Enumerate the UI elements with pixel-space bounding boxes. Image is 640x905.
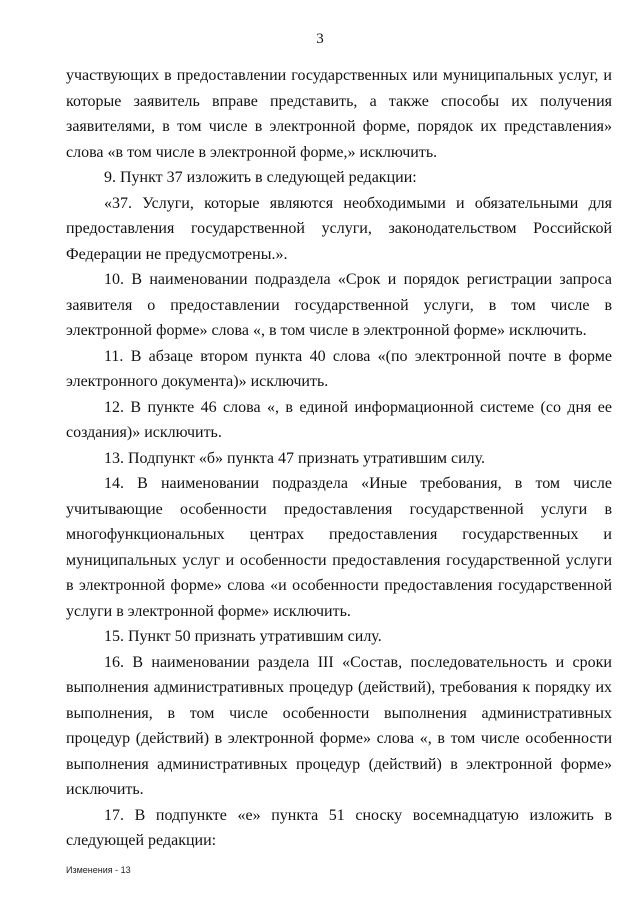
paragraph-item-10: 10. В наименовании подраздела «Срок и порядок регистрации запроса заявителя о предоставлении государственной услуги, в том числе в электронной форме» слова «, в том числе в электронной форме» исключить. [66,271,612,339]
paragraph-item-14: 14. В наименовании подраздела «Иные требования, в том числе учитывающие особенности предоставления государственной услуги в многофункциональных центрах предоставления государственных и муниципальных услуг и особенности предоставления государственной услуги в электронной форме» слова «и особенности предоставления государственной услуги в электронной форме» исключить. [66,475,612,620]
paragraph-item-13: 13. Подпункт «б» пункта 47 признать утратившим силу. [104,449,486,467]
paragraph-item-12: 12. В пункте 46 слова «, в единой информационной системе (со дня ее создания)» исключить. [66,398,612,441]
paragraph-item-37-quote: «37. Услуги, которые являются необходимыми и обязательными для предоставления государственной услуги, законодательством Российской Федерации не предусмотрены.». [66,194,612,263]
paragraph-item-15: 15. Пункт 50 признать утратившим силу. [104,628,382,645]
paragraph-item-9: 9. Пункт 37 изложить в следующей редакции: [104,169,417,186]
page-number: 3 [316,31,324,47]
page-footer: Изменения - 13 [66,865,131,875]
paragraph-continuation: участвующих в предоставлении государственных или муниципальных услуг, и которые заявитель вправе представить, а также способы их получения заявителями, в том числе в электронной форме, порядок их представления» слова «в том числе в электронной форме,» исключить. [66,67,612,161]
paragraph-item-17: 17. В подпункте «е» пункта 51 сноску восемнадцатую изложить в следующей редакции: [66,806,612,849]
paragraph-item-11: 11. В абзаце втором пункта 40 слова «(по электронной почте в форме электронного документа)» исключить. [66,347,612,390]
document-body [66,63,612,854]
paragraph-item-16: 16. В наименовании раздела III «Состав, последовательность и сроки выполнения административных процедур (действий), требования к порядку их выполнения, в том числе особенности выполнения административных процедур (действий) в электронной форме» слова «, в том числе особенности выполнения административных процедур (действий) в электронной форме» исключить. [66,653,612,798]
